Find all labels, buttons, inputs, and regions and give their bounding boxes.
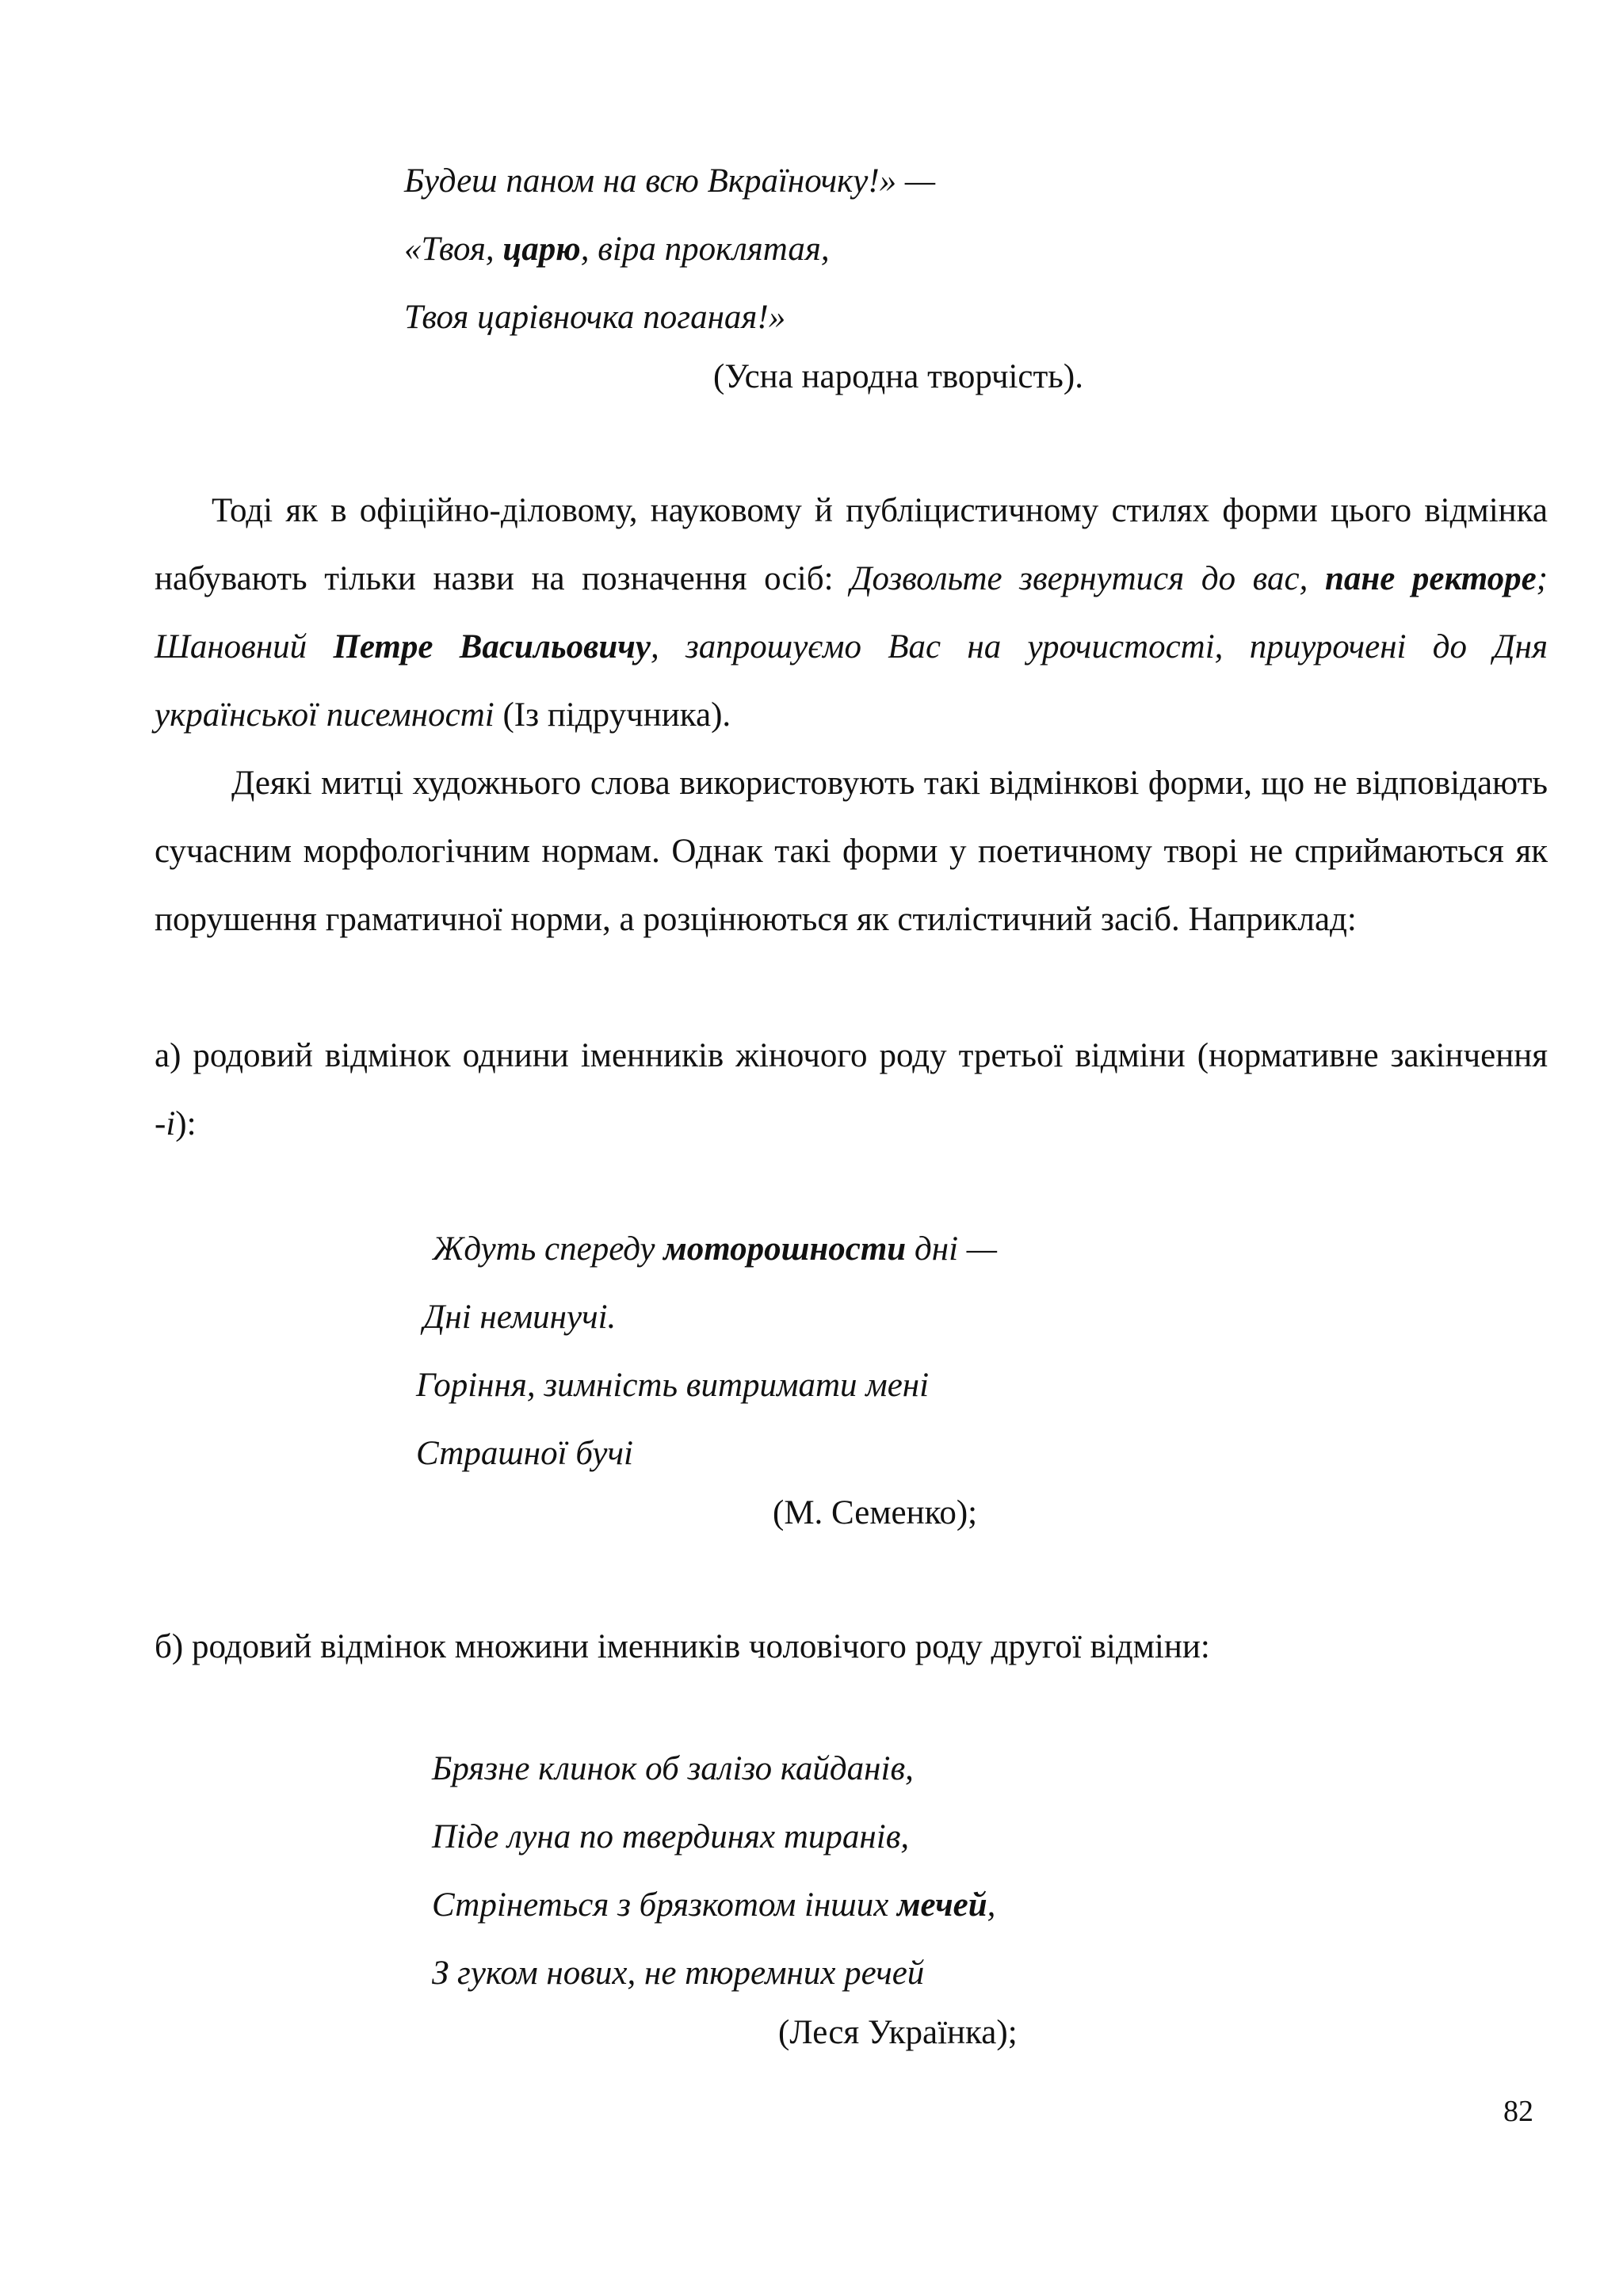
verse-line: Стрінеться з брязкотом інших мечей, bbox=[432, 1886, 996, 1924]
verse-attribution: (Усна народна творчість). bbox=[713, 358, 1083, 395]
verse-attribution: (Леся Українка); bbox=[778, 2014, 1018, 2051]
highlighted-word: царю bbox=[502, 231, 581, 268]
verse-line: Дні неминучі. bbox=[423, 1299, 617, 1336]
highlighted-word: пане ректоре bbox=[1324, 560, 1537, 597]
item-a: а) родовий відмінок однини іменників жіночого роду третьої відміни (нормативне закінчення -і): bbox=[155, 1037, 1548, 1142]
highlighted-word: моторошности bbox=[663, 1230, 907, 1268]
item-b: б) родовий відмінок множини іменників чоловічого роду другої відміни: bbox=[155, 1628, 1210, 1665]
highlighted-word: мечей bbox=[897, 1886, 987, 1924]
verse-line: Піде луна по твердинях тиранів, bbox=[432, 1818, 910, 1855]
verse-line: Горіння, зимність витримати мені bbox=[416, 1367, 930, 1404]
verse-line: Страшної бучі bbox=[416, 1435, 633, 1472]
page-number: 82 bbox=[1503, 2095, 1533, 2128]
verse-line: Брязне клинок об залізо кайданів, bbox=[432, 1750, 914, 1787]
verse-attribution: (М. Семенко); bbox=[773, 1494, 978, 1531]
ending-marker: -і bbox=[155, 1105, 176, 1142]
highlighted-word: Петре Васильовичу bbox=[333, 628, 651, 666]
verse-line: З гуком нових, не тюремних речей bbox=[432, 1955, 925, 1992]
verse-line: «Твоя, царю, віра проклятая, bbox=[404, 231, 830, 268]
verse-folk bbox=[404, 147, 935, 352]
paragraph-official-style: Тоді як в офіційно-діловому, науковому й публіцистичному стилях форми цього відмінка набувають тільки назви на позначення осіб: Дозвольте звернутися до вас, пане ректоре; Шановний Петре Васильовичу, запрошуємо Вас на урочистості, приурочені до Дня української писемності (Із підручника). bbox=[155, 492, 1548, 734]
verse-line: Будеш паном на всю Вкраїночку!» — bbox=[404, 162, 936, 200]
verse-line: Твоя царівночка поганая!» bbox=[404, 299, 786, 336]
verse-line: Ждуть спереду моторошности дні — bbox=[433, 1230, 997, 1268]
verse-semenko bbox=[416, 1215, 997, 1488]
paragraph-stylistic-forms: Деякі митці художнього слова використовують такі відмінкові форми, що не відповідають сучасним морфологічним нормам. Однак такі форми у поетичному творі не сприймаються як порушення граматичної норми, а розцінюються як стилістичний засіб. Наприклад: bbox=[155, 765, 1548, 938]
verse-lesya-ukrainka bbox=[432, 1735, 995, 2008]
